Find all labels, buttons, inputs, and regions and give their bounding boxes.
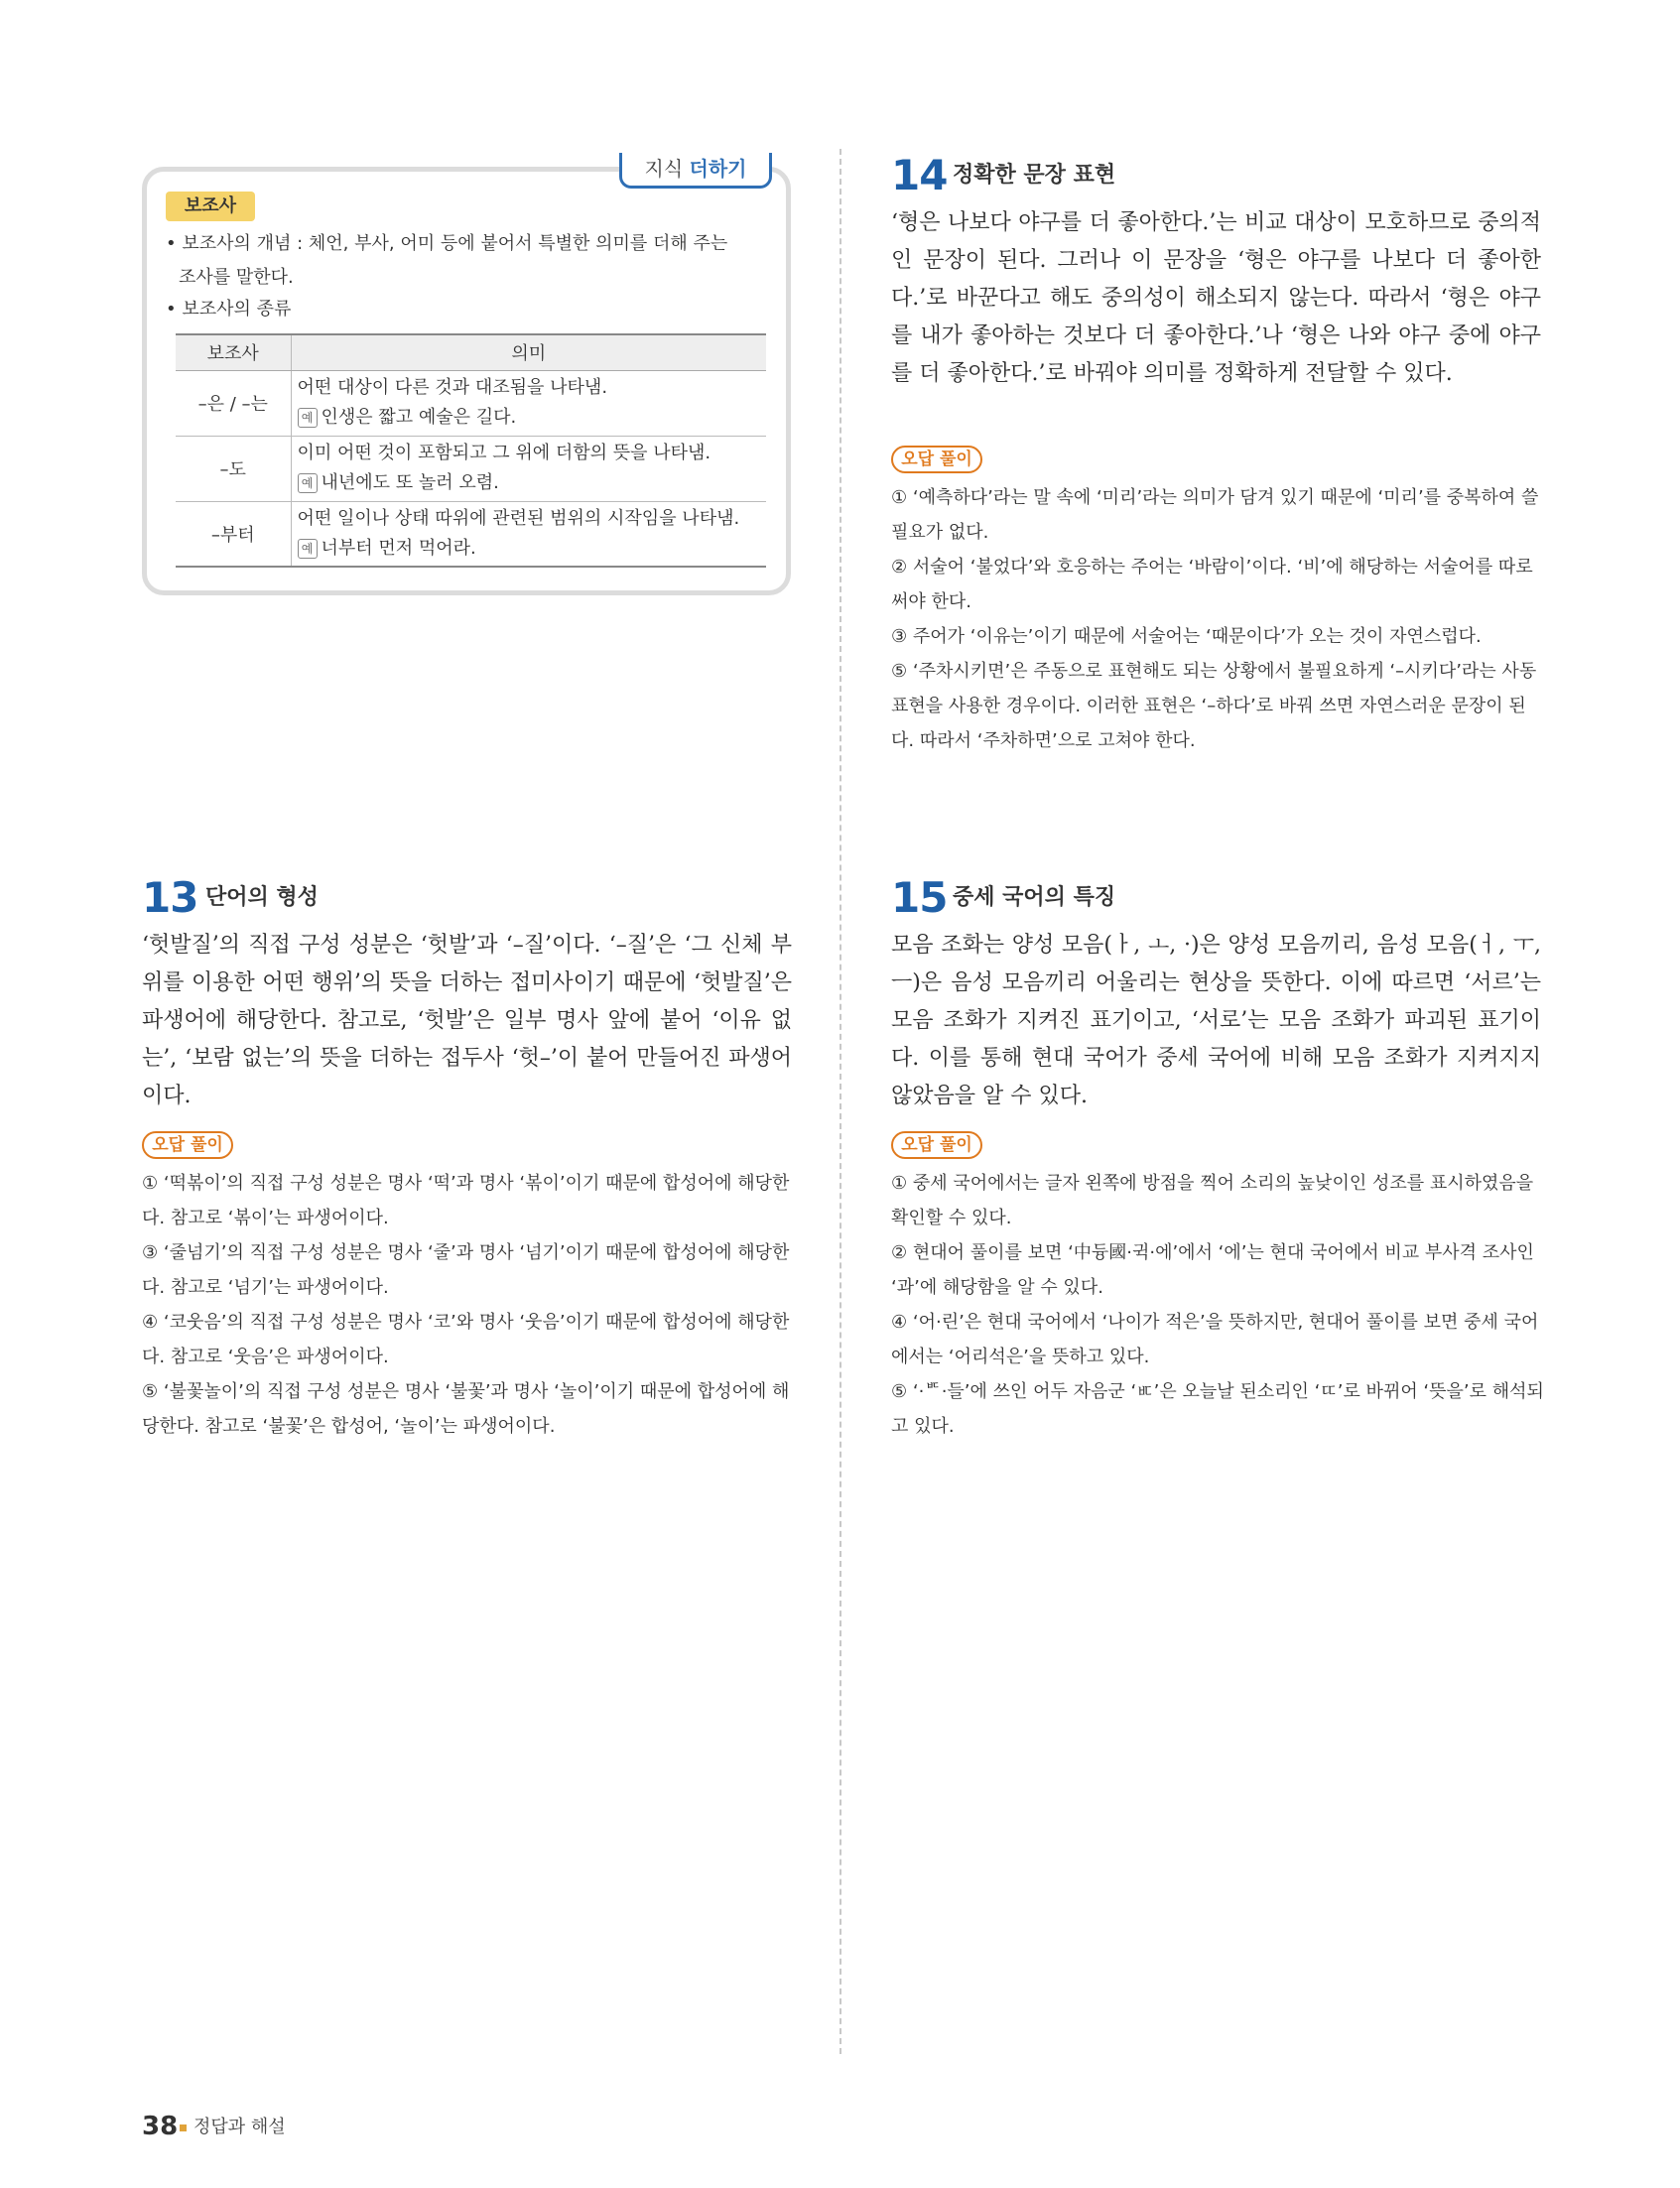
meaning-text: 어떤 일이나 상태 따위에 관련된 범위의 시작임을 나타냄. xyxy=(297,507,740,529)
wrong-answer-item: ③ 주어가 ‘이유는’이기 때문에 서술어는 ‘때문이다’가 오는 것이 자연스럽다. xyxy=(891,626,1482,647)
section-title: 정확한 문장 표현 xyxy=(953,163,1116,188)
table-cell-meaning xyxy=(291,501,766,567)
table-header-row xyxy=(176,334,766,370)
wrong-answer-item: ② 현대어 풀이를 보면 ‘中듕國·귁·에’에서 ‘에’는 현대 국어에서 비교 부사격 조사인 ‘과’에 해당함을 알 수 있다. xyxy=(891,1242,1534,1298)
section-number: 13 xyxy=(142,873,198,922)
table-row xyxy=(176,501,766,567)
knowledge-bullet: • 보조사의 개념 : 체언, 부사, 어미 등에 붙어서 특별한 의미를 더해 주는 xyxy=(166,233,728,254)
example-mark: 예 xyxy=(298,408,318,428)
section-body: ‘헛발질’의 직접 구성 성분은 ‘헛발’과 ‘–질’이다. ‘–질’은 ‘그 신체 부위를 이용한 어떤 행위’의 뜻을 더하는 접미사이기 때문에 ‘헛발질’은 파생어에 해당한다. 참고로, ‘헛발’은 일부 명사 앞에 붙어 ‘이유 없는’, ‘보람 없는’의 뜻을 더하는 접두사 ‘헛–’이 붙어 만들어진 파생어이다. xyxy=(142,933,792,1108)
table-row xyxy=(176,370,766,436)
table-cell-particle: –은 / –는 xyxy=(176,370,291,436)
wrong-answer-badge: 오답 풀이 xyxy=(142,1131,233,1159)
wrong-answer-badge: 오답 풀이 xyxy=(891,1131,982,1159)
footer-label: 정답과 해설 xyxy=(194,2117,286,2137)
wrong-answer-item: ④ ‘어·린’은 현대 국어에서 ‘나이가 적은’을 뜻하지만, 현대어 풀이를 보면 중세 국어에서는 ‘어리석은’을 뜻하고 있다. xyxy=(891,1312,1539,1367)
table-row xyxy=(176,436,766,501)
section-title: 단어의 형성 xyxy=(205,885,319,910)
tab-prefix: 지식 xyxy=(644,157,684,181)
meaning-text: 어떤 대상이 다른 것과 대조됨을 나타냄. xyxy=(297,377,608,398)
wrong-answer-item: ④ ‘코웃음’의 직접 구성 성분은 명사 ‘코’와 명사 ‘웃음’이기 때문에 합성어에 해당한다. 참고로 ‘웃음’은 파생어이다. xyxy=(142,1312,790,1367)
wrong-answer-item: ① 중세 국어에서는 글자 왼쪽에 방점을 찍어 소리의 높낮이인 성조를 표시하였음을 확인할 수 있다. xyxy=(891,1173,1534,1228)
section-number: 15 xyxy=(891,873,948,922)
example-mark: 예 xyxy=(298,539,318,559)
example-line xyxy=(298,534,767,564)
table-cell-meaning xyxy=(291,370,766,436)
example-line xyxy=(298,468,767,498)
wrong-answer-item: ③ ‘줄넘기’의 직접 구성 성분은 명사 ‘줄’과 명사 ‘넘기’이기 때문에 합성어에 해당한다. 참고로 ‘넘기’는 파생어이다. xyxy=(142,1242,790,1298)
table-header: 의미 xyxy=(291,334,766,370)
section-body: 모음 조화는 양성 모음(ㅏ, ㅗ, ·)은 양성 모음끼리, 음성 모음(ㅓ, ㅜ, ㅡ)은 음성 모음끼리 어울리는 현상을 뜻한다. 이에 따르면 ‘서르’는 모음 조화가 지켜진 표기이고, ‘서로’는 모음 조화가 파괴된 표기이다. 이를 통해 현대 국어가 중세 국어에 비해 모음 조화가 지켜지지 않았음을 알 수 있다. xyxy=(891,933,1541,1108)
wrong-answer-item: ⑤ ‘·ᄠ·들’에 쓰인 어두 자음군 ‘ㅳ’은 오늘날 된소리인 ‘ㄸ’로 바뀌어 ‘뜻을’로 해석되고 있다. xyxy=(891,1381,1544,1437)
particle-table xyxy=(176,333,766,568)
example-text: 내년에도 또 놀러 오렴. xyxy=(321,472,499,493)
tab-highlight: 더하기 xyxy=(689,157,747,181)
table-cell-particle: –도 xyxy=(176,436,291,501)
table-cell-meaning xyxy=(291,436,766,501)
meaning-text: 이미 어떤 것이 포함되고 그 위에 더함의 뜻을 나타냄. xyxy=(297,443,711,463)
footer-bullet xyxy=(180,2124,187,2131)
knowledge-box-tab xyxy=(619,153,772,189)
knowledge-badge: 보조사 xyxy=(166,192,255,221)
knowledge-bullet: 조사를 말한다. xyxy=(179,267,294,288)
example-text: 너부터 먼저 먹어라. xyxy=(321,537,476,559)
wrong-answer-item: ① ‘예측하다’라는 말 속에 ‘미리’라는 의미가 담겨 있기 때문에 ‘미리’를 중복하여 쓸 필요가 없다. xyxy=(891,487,1539,543)
wrong-answer-item: ② 서술어 ‘불었다’와 호응하는 주어는 ‘바람이’이다. ‘비’에 해당하는 서술어를 따로 써야 한다. xyxy=(891,557,1533,612)
wrong-answer-badge: 오답 풀이 xyxy=(891,446,982,473)
wrong-answer-item: ⑤ ‘불꽃놀이’의 직접 구성 성분은 명사 ‘불꽃’과 명사 ‘놀이’이기 때문에 합성어에 해당한다. 참고로 ‘불꽃’은 합성어, ‘놀이’는 파생어이다. xyxy=(142,1381,790,1437)
section-body: ‘형은 나보다 야구를 더 좋아한다.’는 비교 대상이 모호하므로 중의적인 문장이 된다. 그러나 이 문장을 ‘형은 야구를 나보다 더 좋아한다.’로 바꾼다고 해도 중의성이 해소되지 않는다. 따라서 ‘형은 야구를 내가 좋아하는 것보다 더 좋아한다.’나 ‘형은 나와 야구 중에 야구를 더 좋아한다.’로 바꿔야 의미를 정확하게 전달할 수 있다. xyxy=(891,210,1541,386)
wrong-answer-item: ① ‘떡볶이’의 직접 구성 성분은 명사 ‘떡’과 명사 ‘볶이’이기 때문에 합성어에 해당한다. 참고로 ‘볶이’는 파생어이다. xyxy=(142,1173,790,1228)
table-cell-particle: –부터 xyxy=(176,501,291,567)
example-mark: 예 xyxy=(298,473,318,493)
page-number: 38 xyxy=(142,2112,179,2141)
wrong-answer-item: ⑤ ‘주차시키면’은 주동으로 표현해도 되는 상황에서 불필요하게 ‘–시키다’라는 사동 표현을 사용한 경우이다. 이러한 표현은 ‘–하다’로 바꿔 쓰면 자연스러운 문장이 된다. 따라서 ‘주차하면’으로 고쳐야 한다. xyxy=(891,661,1537,751)
section-number: 14 xyxy=(891,151,948,199)
example-line xyxy=(298,403,767,433)
knowledge-bullet: • 보조사의 종류 xyxy=(166,299,292,320)
example-text: 인생은 짧고 예술은 길다. xyxy=(321,407,517,428)
column-divider xyxy=(840,149,841,2054)
section-title: 중세 국어의 특징 xyxy=(953,885,1116,910)
table-header: 보조사 xyxy=(176,334,291,370)
